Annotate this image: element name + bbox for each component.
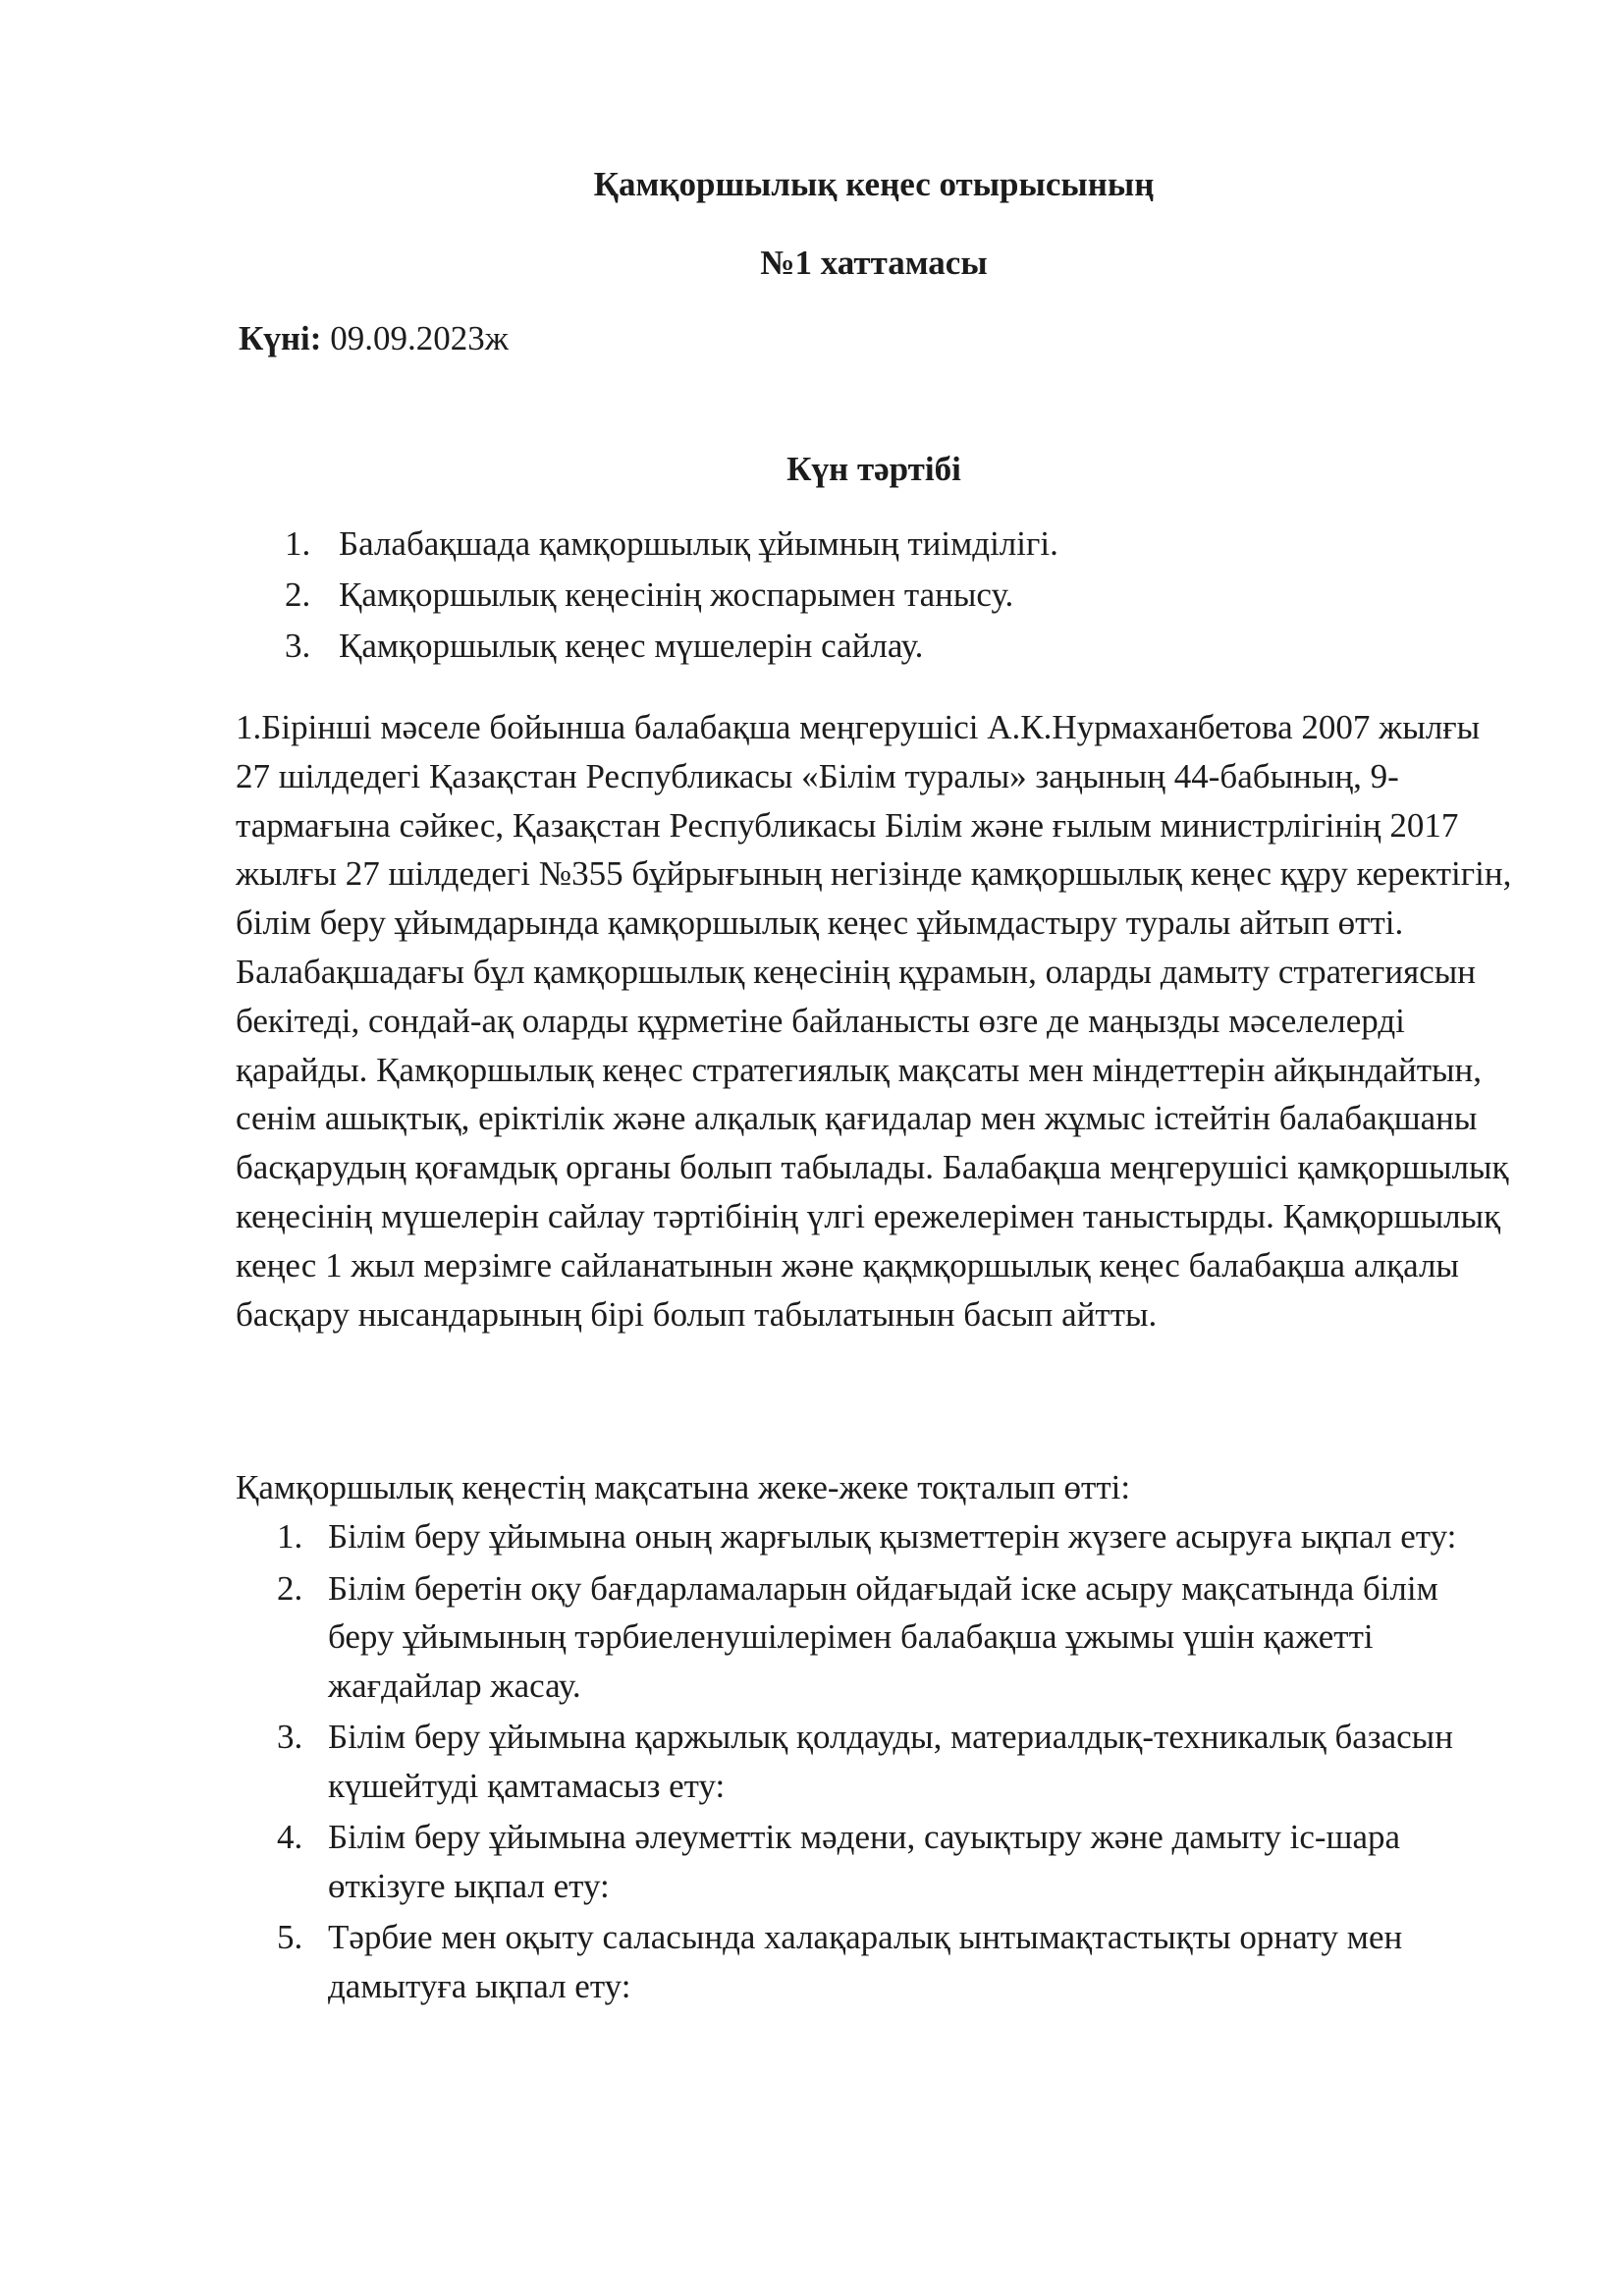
date-value: 09.09.2023ж [321, 319, 509, 357]
agenda-list [285, 519, 1463, 672]
goal-item-number: 1. [277, 1517, 303, 1556]
agenda-item [285, 519, 1463, 570]
agenda-heading: Күн тәртібі [786, 450, 961, 488]
goal-item-number: 5. [277, 1918, 303, 1956]
agenda-item [285, 621, 1463, 672]
agenda-item-text: Балабақшада қамқоршылық ұйымның тиімділігі. [339, 524, 1058, 563]
goal-item [277, 1813, 1494, 1910]
agenda-item-number: 3. [285, 627, 311, 665]
date-label: Күні: [239, 319, 322, 357]
first-issue-paragraph [236, 703, 1512, 1339]
goal-item-text: Білім беру ұйымына әлеуметтік мәдени, сауықтыру және дамыту іс-шара өткізуге ықпал ету: [328, 1818, 1401, 1905]
goal-item-number: 3. [277, 1718, 303, 1756]
goal-item-text: Білім беру ұйымына оның жарғылық қызметтерін жүзеге асыруға ықпал ету: [328, 1517, 1457, 1556]
goal-item-text: Білім беретін оқу бағдарламаларын ойдағыдай іске асыру мақсатында білім беру ұйымының тәрбиеленушілерімен балабақша ұжымы үшін қажетті жағдайлар жасау. [328, 1568, 1438, 1705]
goal-item-text: Білім беру ұйымына қаржылық қолдауды, материалдық-техникалық базасын күшейтуді қамтамасыз ету: [328, 1718, 1453, 1805]
goals-intro: Қамқоршылық кеңестің мақсатына жеке-жеке тоқталып өтті: [236, 1468, 1131, 1506]
goal-item-text: Тәрбие мен оқыту саласында халақаралық ынтымақтастықты орнату мен дамытуға ықпал ету: [328, 1918, 1403, 2005]
protocol-number: №1 хаттамасы [760, 244, 988, 282]
agenda-item-number: 1. [285, 524, 311, 563]
agenda-item [285, 570, 1463, 621]
agenda-item-number: 2. [285, 575, 311, 614]
goals-list [277, 1512, 1494, 2013]
meeting-date [239, 319, 509, 358]
document-title: Қамқоршылық кеңес отырысының [593, 165, 1155, 203]
goal-item-number: 2. [277, 1568, 303, 1608]
goal-item [277, 1713, 1494, 1810]
goal-item [277, 1512, 1494, 1561]
goal-item-number: 4. [277, 1818, 303, 1856]
paragraph-text: 1.Бірінші мәселе бойынша балабақша меңгерушісі А.К.Нурмаханбетова 2007 жылғы 27 шілдедегі Қазақстан Республикасы «Білім туралы» заңының 44-бабының, 9-тармағына сәйкес, Қазақстан Республикасы Білім және ғылым министрлігінің 2017 жылғы 27 шілдедегі №355 бұйрығының негізінде қамқоршылық кеңес құру керектігін, білім беру ұйымдарында қамқоршылық кеңес ұйымдастыру туралы айтып өтті. Балабақшадағы бұл қамқоршылық кеңесінің құрамын, оларды дамыту стратегиясын бекітеді, сондай-ақ оларды құрметіне байланысты өзге де маңызды мәселелерді қарайды. Қамқоршылық кеңес стратегиялық мақсаты мен міндеттерін айқындайтын, сенім ашықтық, еріктілік және алқалық қағидалар мен жұмыс істейтін балабақшаны басқарудың қоғамдық органы болып табылады. Балабақша меңгерушісі қамқоршылық кеңесінің мүшелерін сайлау тәртібінің үлгі ережелерімен таныстырды. Қамқоршылық кеңес 1 жыл мерзімге сайланатынын және қақмқоршылық кеңес балабақша алқалы басқару нысандарының бірі болып табылатынын басып айтты. [236, 708, 1512, 1334]
agenda-item-text: Қамқоршылық кеңес мүшелерін сайлау. [339, 627, 924, 665]
goal-item [277, 1913, 1494, 2010]
goal-item [277, 1564, 1494, 1711]
agenda-item-text: Қамқоршылық кеңесінің жоспарымен танысу. [339, 575, 1014, 614]
